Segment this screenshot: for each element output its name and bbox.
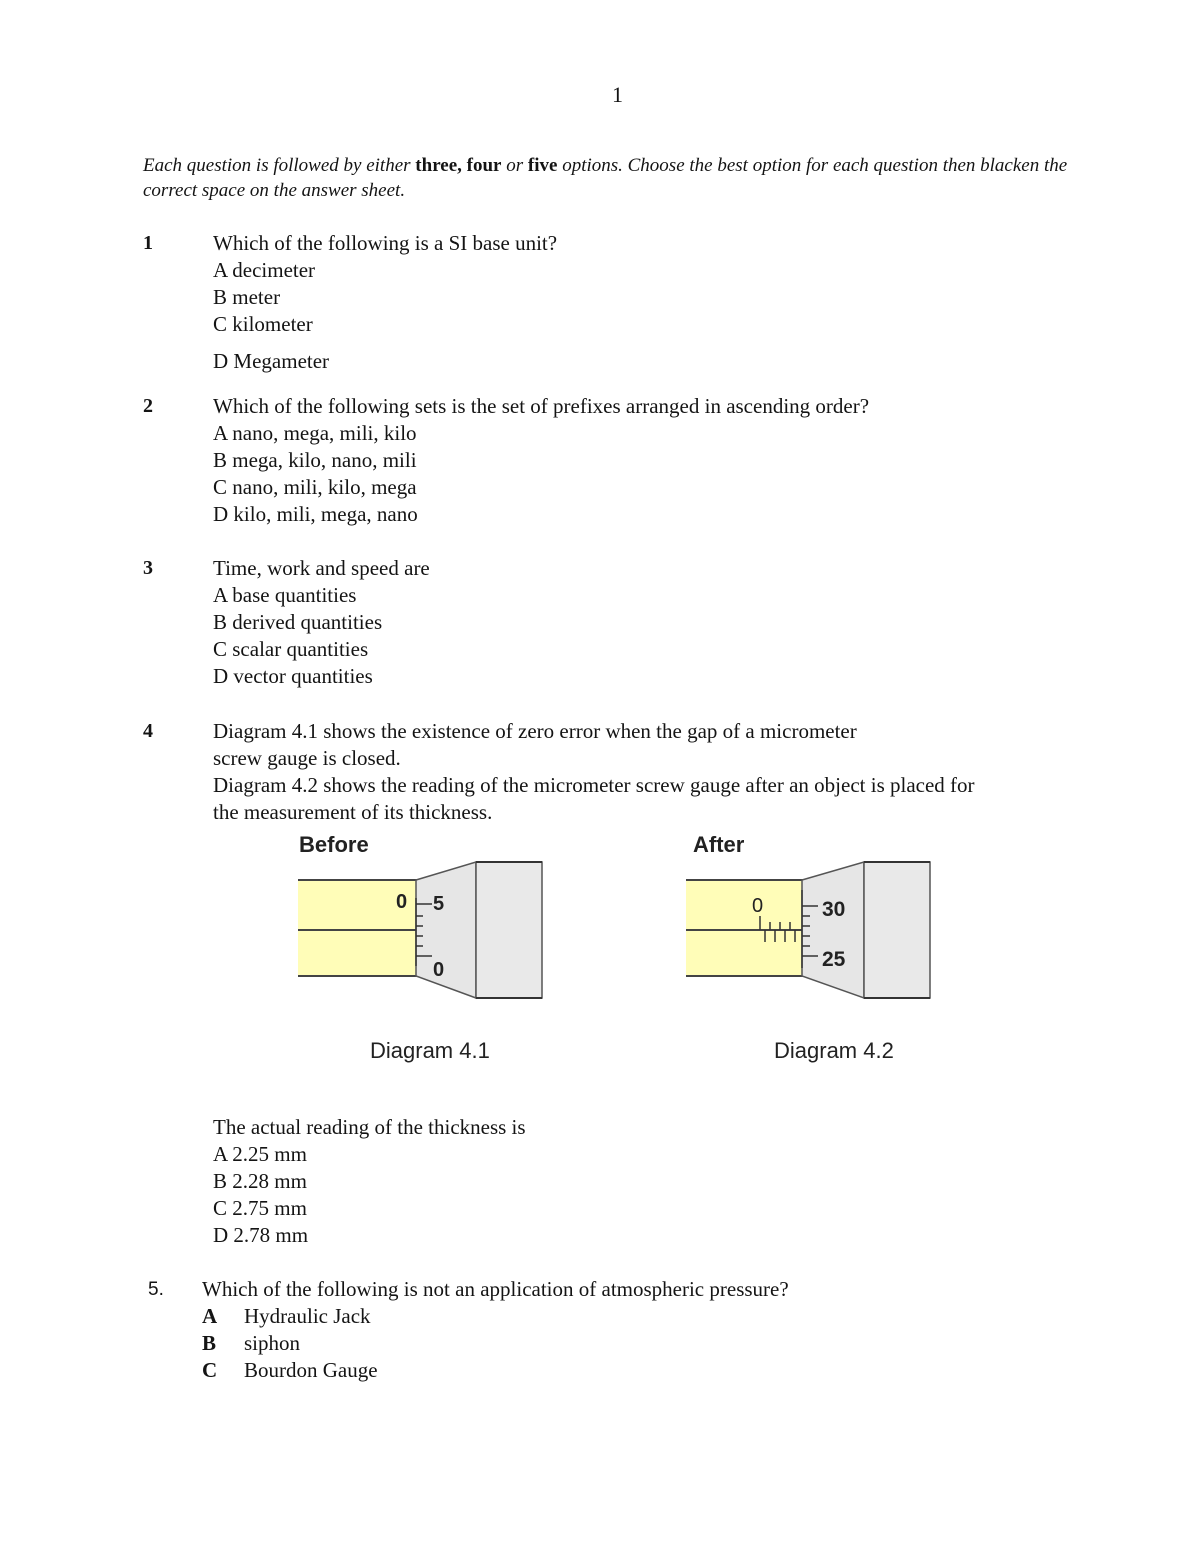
question-number: 2 [143, 395, 153, 417]
option-text: siphon [244, 1331, 301, 1355]
option: C 2.75 mm [213, 1196, 307, 1220]
thimble-bevel [802, 862, 864, 998]
option: A 2.25 mm [213, 1142, 307, 1166]
option-letter: C [202, 1358, 218, 1382]
question-body [213, 230, 1093, 375]
thimble-lower-label: 25 [822, 948, 846, 971]
option: D vector quantities [213, 664, 373, 688]
thimble [476, 862, 542, 998]
micrometer-before-illustration [296, 858, 556, 1038]
option: C kilometer [213, 312, 313, 336]
question-stem: The actual reading of the thickness is [213, 1115, 526, 1139]
question-number: 4 [143, 720, 153, 742]
thimble-lower-label: 0 [433, 959, 445, 981]
question-text: Which of the following is not an application of atmospheric pressure? [202, 1277, 789, 1301]
question-text-line: Diagram 4.2 shows the reading of the micrometer screw gauge after an object is placed for [213, 773, 975, 797]
diagram-caption: Diagram 4.2 [774, 1038, 894, 1063]
option: C scalar quantities [213, 637, 369, 661]
option-letter: B [202, 1331, 217, 1355]
diagram-title: After [693, 832, 745, 857]
thimble-upper-label: 30 [822, 898, 846, 921]
option: D kilo, mili, mega, nano [213, 502, 418, 526]
option: A nano, mega, mili, kilo [213, 421, 417, 445]
question-body [213, 393, 1093, 528]
question-text-line: Diagram 4.1 shows the existence of zero error when the gap of a micrometer [213, 719, 857, 743]
question-text-line: screw gauge is closed. [213, 746, 401, 770]
thimble [864, 862, 930, 998]
question-body [213, 718, 1093, 826]
question-number: 3 [143, 557, 153, 579]
question-number: 1 [143, 232, 153, 254]
page-number: 1 [612, 82, 623, 107]
option-letter: A [202, 1304, 218, 1328]
question-text: Time, work and speed are [213, 556, 430, 580]
instructions: Each question is followed by either three, four or five options. Choose the best option for each question then blacken the correct space on the answer sheet. [143, 155, 1068, 201]
micrometer-after-illustration [684, 858, 944, 1038]
question-body [213, 555, 1093, 690]
sleeve-zero-label: 0 [396, 891, 408, 913]
option: A base quantities [213, 583, 357, 607]
sleeve-zero-label: 0 [752, 895, 764, 917]
question-body [202, 1276, 1082, 1384]
thimble-bevel [416, 862, 476, 998]
option [202, 1330, 1082, 1357]
diagram-caption: Diagram 4.1 [370, 1038, 490, 1063]
question-text-line: the measurement of its thickness. [213, 800, 493, 824]
option: A decimeter [213, 258, 316, 282]
thimble-upper-label: 5 [433, 893, 445, 915]
diagram-before [296, 830, 556, 1070]
option-text: Bourdon Gauge [244, 1358, 378, 1382]
option: C nano, mili, kilo, mega [213, 475, 417, 499]
option: D Megameter [213, 349, 330, 373]
diagram-title: Before [299, 832, 369, 857]
question-text: Which of the following sets is the set of prefixes arranged in ascending order? [213, 394, 870, 418]
question-number: 5. [148, 1279, 164, 1300]
option: B meter [213, 285, 281, 309]
question-text: Which of the following is a SI base unit? [213, 231, 558, 255]
sleeve [686, 880, 804, 976]
option [202, 1303, 1082, 1330]
question-body [213, 1114, 1093, 1249]
option: B derived quantities [213, 610, 383, 634]
option: B mega, kilo, nano, mili [213, 448, 417, 472]
option: B 2.28 mm [213, 1169, 307, 1193]
diagram-after [684, 830, 944, 1070]
option: D 2.78 mm [213, 1223, 309, 1247]
option [202, 1357, 1082, 1384]
option-text: Hydraulic Jack [244, 1304, 371, 1328]
